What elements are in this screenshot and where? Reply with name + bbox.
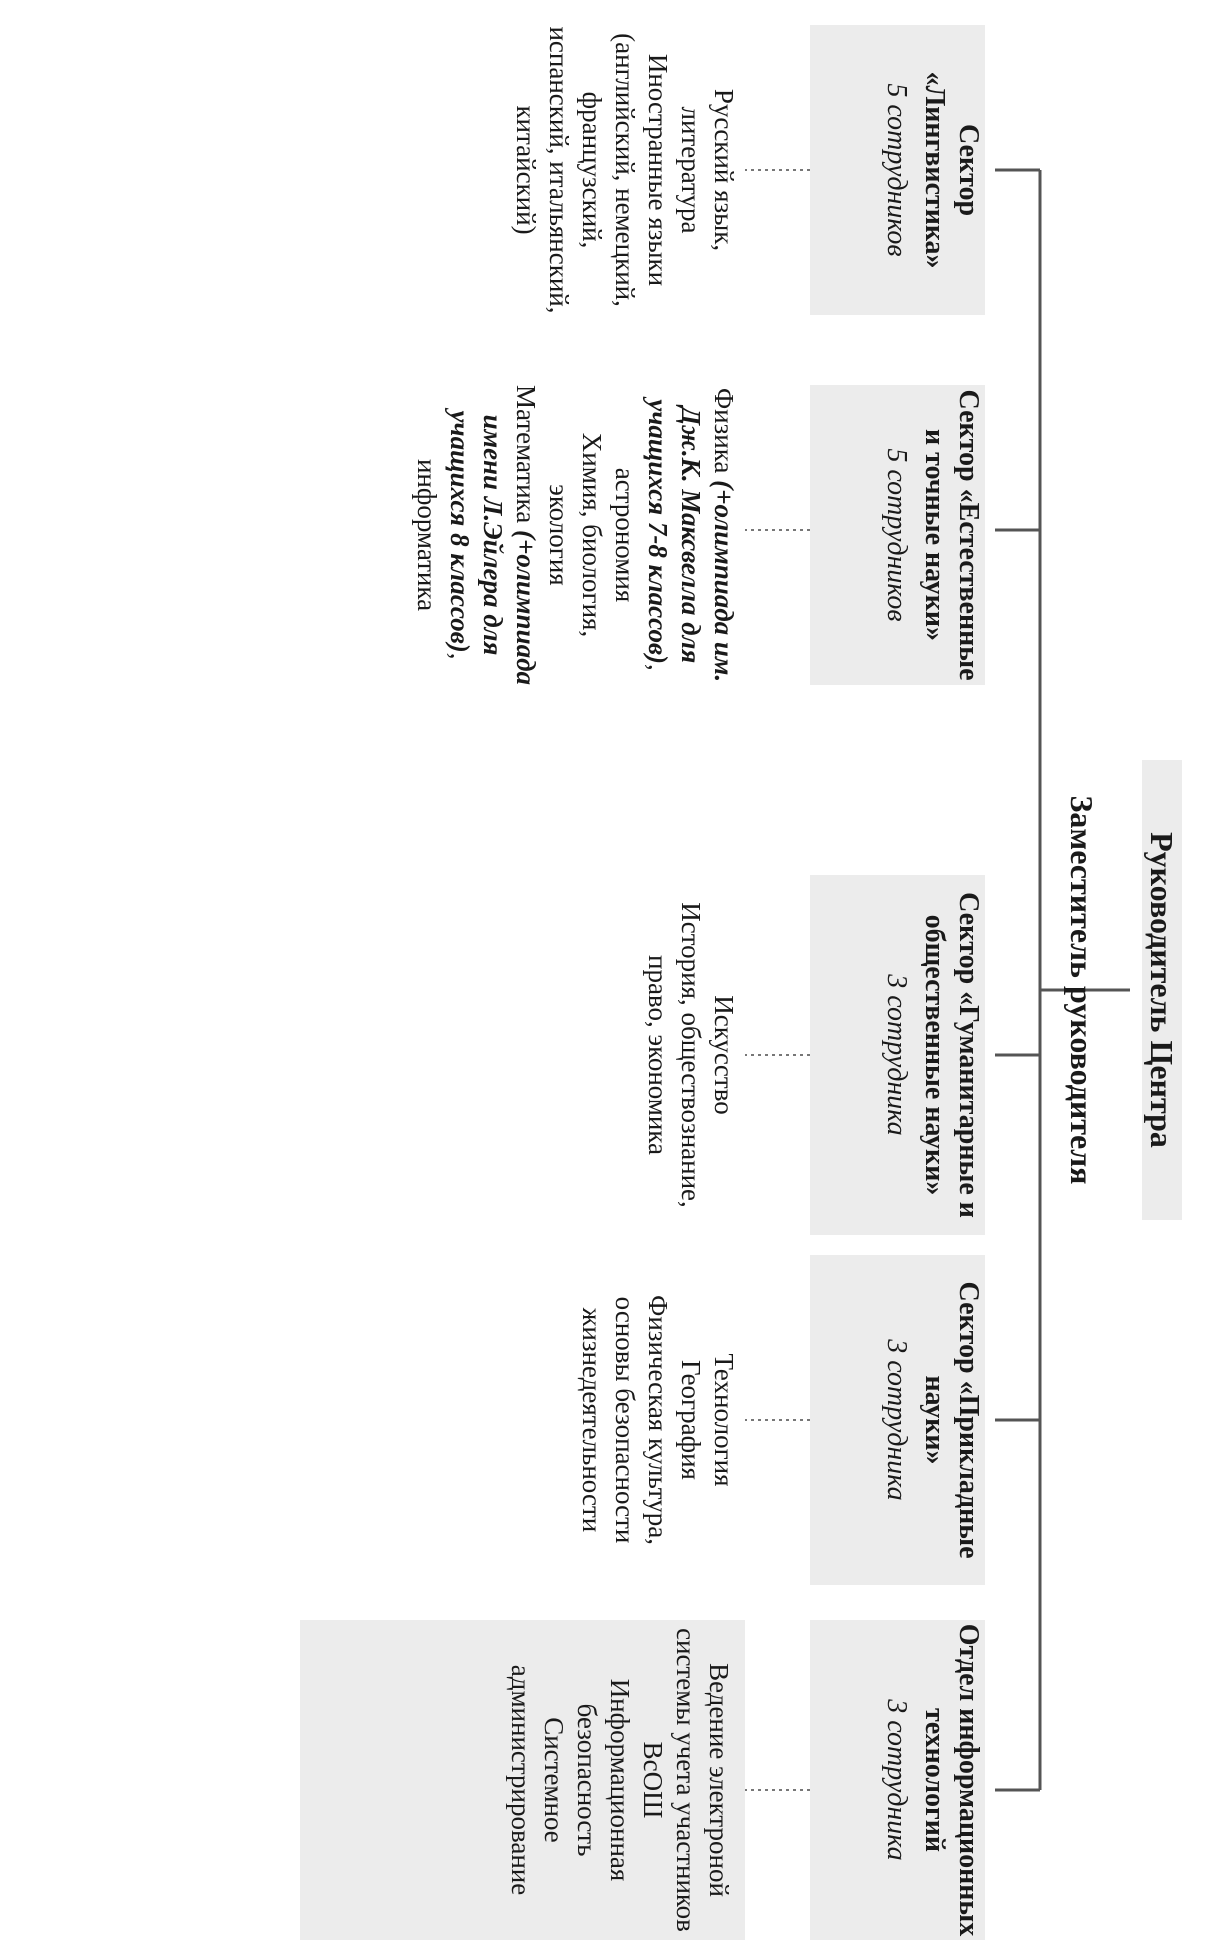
sector-applied-sciences [810,1255,985,1585]
sector-item: Математика (+олимпиада имени Л.Эйлера для учащихся 8 классов), [445,385,541,685]
sector-natural-sciences [810,385,985,685]
sector-title: Сектор «Прикладные науки» [919,1281,984,1559]
sector-linguistics [810,25,985,315]
sector-item: История, обществознание, право, экономика [643,902,706,1208]
sector-staff: 3 сотрудника [881,1339,912,1501]
sector-item: География [676,1360,706,1480]
sector-item: астрономия [610,467,640,603]
sector-item: Русский язык, литература [676,88,739,252]
sector-staff: 3 сотрудника [881,1699,912,1861]
sector-items [641,875,740,1235]
sector-item: Физика (+олимпиада им. Дж.К. Максвелла для учащихся 7-8 классов), [643,387,739,683]
department-it [810,1620,985,1940]
sector-items [509,25,740,315]
sector-items [300,1620,745,1940]
sector-staff: 3 сотрудника [881,974,912,1136]
sector-humanities [810,875,985,1235]
sector-item: Технология [709,1353,739,1487]
sector-item: Информационная безопасность [572,1678,635,1882]
sector-item: Ведение электроной системы учета участников ВсОШ [638,1628,734,1932]
sector-items [410,385,740,685]
sector-item: Системное администрирование [506,1664,569,1896]
sector-staff: 5 сотрудников [881,83,912,257]
sector-item: Иностранные языки (английский, немецкий, французский, испанский, итальянский, китайский) [511,26,673,314]
sector-title: Сектор «Лингвистика» [919,71,984,269]
sector-items [575,1255,740,1585]
sector-title: Сектор «Естественные и точные науки» [919,389,984,681]
deputy-title: Заместитель руководителя [1064,795,1100,1185]
sector-title: Отдел информационных технологий [919,1623,984,1937]
sector-staff: 5 сотрудников [881,448,912,622]
sector-item: Физическая культура, основы безопасности жизнедеятельности [577,1295,673,1545]
sector-item: информатика [412,458,442,612]
sector-item: Химия, биология, экология [544,432,607,638]
sector-item: Искусство [709,995,739,1115]
director-title: Руководитель Центра [1142,760,1182,1220]
sector-title: Сектор «Гуманитарные и общественные науки» [919,892,984,1218]
